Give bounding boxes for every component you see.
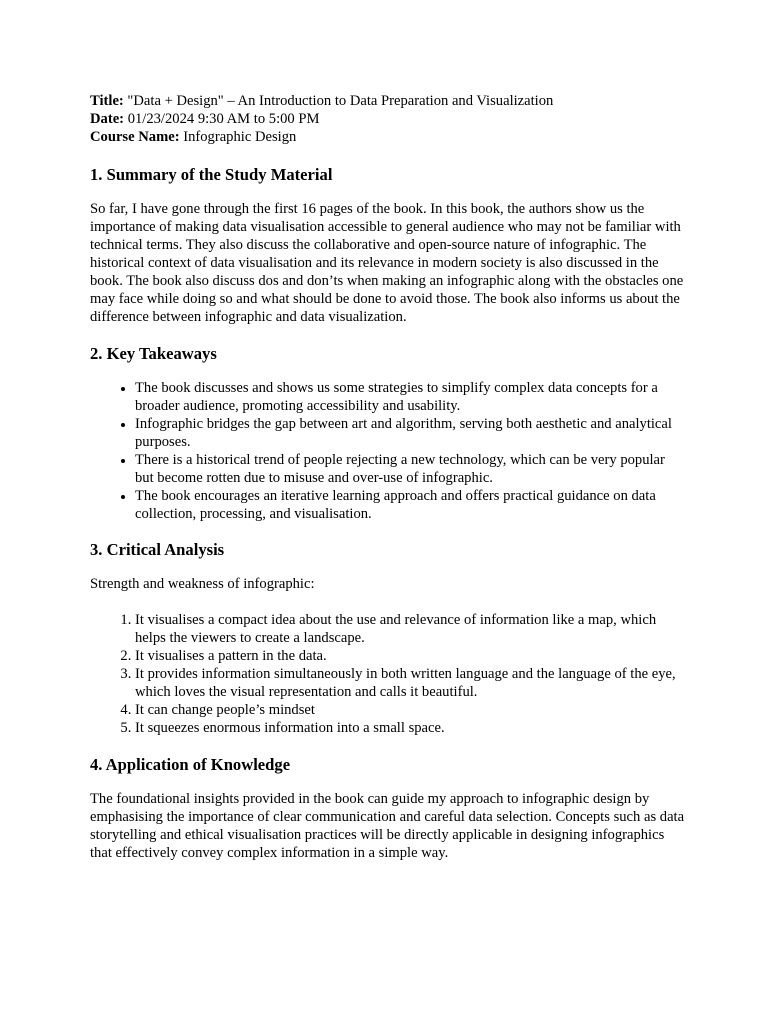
document-page (90, 92, 686, 862)
summary-section (90, 164, 686, 326)
course-label: Course Name: (90, 129, 180, 145)
title-value: "Data + Design" – An Introduction to Data Preparation and Visualization (123, 93, 554, 109)
list-item: • The book discusses and shows us some strategies to simplify complex data concepts for a broader audience, promoting accessibility and usability. (135, 379, 686, 415)
analysis-section (90, 539, 686, 737)
application-section (90, 754, 686, 862)
application-paragraph: The foundational insights provided in the book can guide my approach to infographic design by emphasising the importance of clear communication and careful data selection. Concepts such as data storytelling and ethical visualisation practices will be directly applicable in designing infographics that effectively convey complex information in a simple way. (90, 791, 685, 861)
list-item: 5. It squeezes enormous information into a small space. (135, 719, 686, 737)
summary-heading: 1. Summary of the Study Material (90, 165, 333, 184)
date-label: Date: (90, 111, 125, 127)
course-line (90, 128, 686, 146)
summary-paragraph: So far, I have gone through the first 16 pages of the book. In this book, the authors show us the importance of making data visualisation accessible to general audience who may not be familiar with technical terms. They also discuss the collaborative and open-source nature of infographic. The historical context of data visualisation and its relevance in modern society is also discussed in the book. The book also discuss dos and don’ts when making an infographic along with the obstacles one may face while doing so and what should be done to avoid those. The book also informs us about the difference between infographic and data visualization. (90, 201, 684, 325)
title-line (90, 92, 686, 110)
takeaways-heading: 2. Key Takeaways (90, 344, 217, 363)
title-label: Title: (90, 93, 124, 109)
list-item: • Infographic bridges the gap between art and algorithm, serving both aesthetic and analytical purposes. (135, 415, 686, 451)
analysis-list (90, 611, 686, 737)
analysis-intro: Strength and weakness of infographic: (90, 576, 315, 592)
list-item: 2. It visualises a pattern in the data. (135, 647, 686, 665)
list-item: 1. It visualises a compact idea about the use and relevance of information like a map, which helps the viewers to create a landscape. (135, 611, 686, 647)
list-item: 3. It provides information simultaneously in both written language and the language of the eye, which loves the visual representation and calls it beautiful. (135, 665, 686, 701)
application-heading: 4. Application of Knowledge (90, 755, 291, 774)
list-item: • There is a historical trend of people rejecting a new technology, which can be very popular but become rotten due to misuse and over-use of infographic. (135, 451, 686, 487)
list-item: 4. It can change people’s mindset (135, 701, 686, 719)
date-line (90, 110, 686, 128)
list-item: • The book encourages an iterative learning approach and offers practical guidance on data collection, processing, and visualisation. (135, 487, 686, 523)
takeaways-section (90, 343, 686, 523)
takeaways-list (90, 379, 686, 523)
analysis-heading: 3. Critical Analysis (90, 540, 225, 559)
course-value: Infographic Design (179, 129, 297, 145)
date-value: 01/23/2024 9:30 AM to 5:00 PM (124, 111, 320, 127)
document-header (90, 92, 686, 146)
